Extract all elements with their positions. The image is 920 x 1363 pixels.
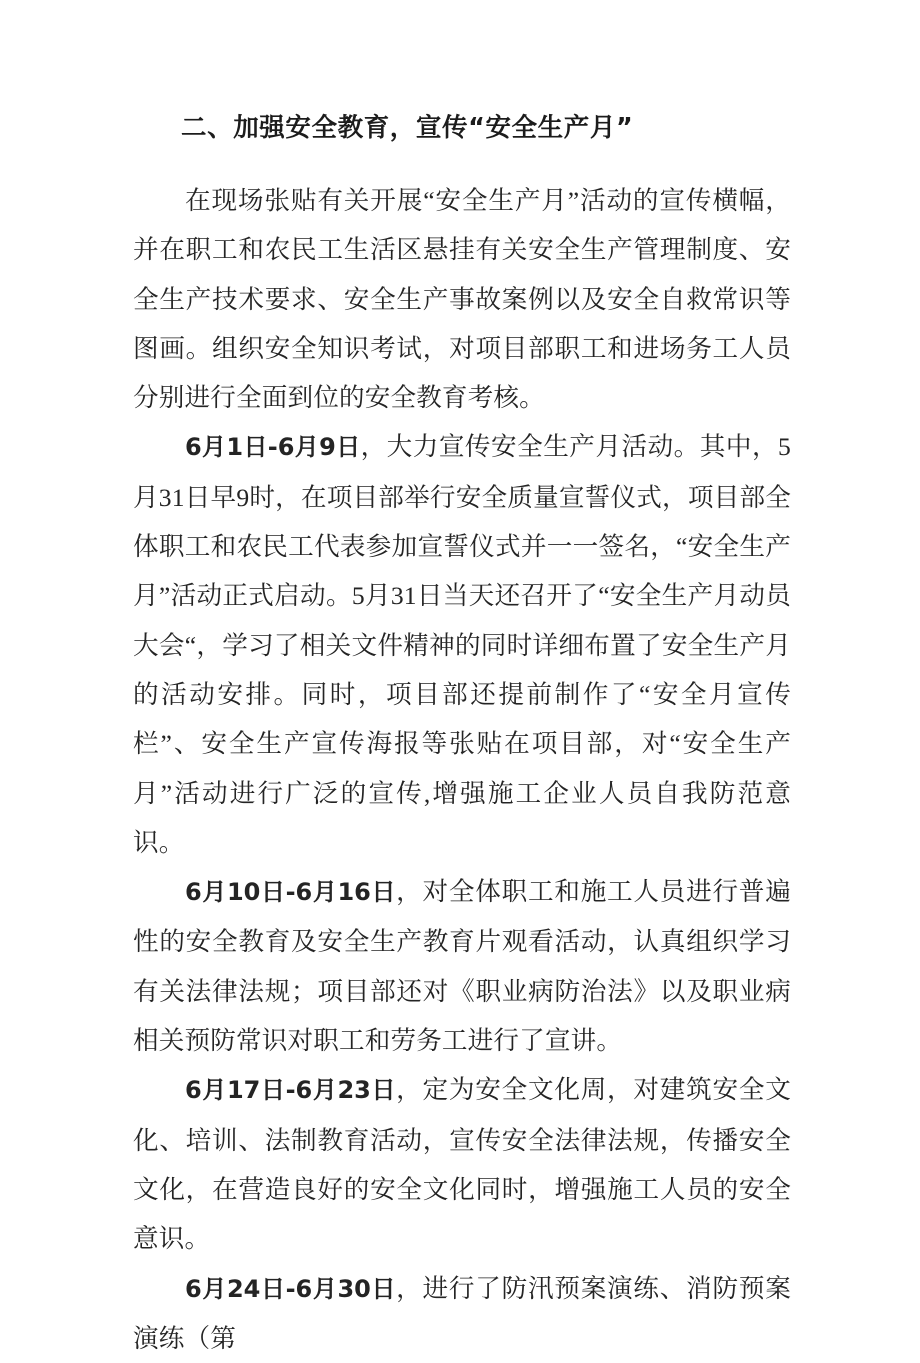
paragraph-4-date-lead: 6月17日-6月23日 [185, 1076, 397, 1105]
paragraph-5 [133, 1264, 791, 1363]
paragraph-2 [133, 422, 791, 867]
paragraph-2-text: ，大力宣传安全生产月活动。其中，5月31日早9时，在项目部举行安全质量宣誓仪式，项目部全体职工和农民工代表参加宣誓仪式并一一签名，“安全生产月”活动正式启动。5月31日当天还召开了“安全生产月动员大会“，学习了相关文件精神的同时详细布置了安全生产月的活动安排。同时，项目部还提前制作了“安全月宣传栏”、安全生产宣传海报等张贴在项目部，对“安全生产月”活动进行广泛的宣传,增强施工企业人员自我防范意识。 [133, 432, 791, 857]
paragraph-2-date-lead: 6月1日-6月9日 [185, 433, 361, 462]
paragraph-1 [133, 176, 791, 422]
paragraph-4 [133, 1065, 791, 1263]
paragraph-5-date-lead: 6月24日-6月30日 [185, 1274, 397, 1303]
page-heading: 二、加强安全教育，宣传“安全生产月” [181, 113, 634, 143]
paragraph-3-text: ，对全体职工和施工人员进行普遍性的安全教育及安全生产教育片观看活动，认真组织学习有关法律法规；项目部还对《职业病防治法》以及职业病相关预防常识对职工和劳务工进行了宣讲。 [133, 877, 791, 1056]
paragraph-4-text: ，定为安全文化周，对建筑安全文化、培训、法制教育活动，宣传安全法律法规，传播安全文化，在营造良好的安全文化同时，增强施工人员的安全意识。 [133, 1075, 791, 1254]
body-text-block [133, 176, 791, 1363]
paragraph-5-text: ，进行了防汛预案演练、消防预案演练（第 [133, 1273, 791, 1353]
paragraph-1-text: 在现场张贴有关开展“安全生产月”活动的宣传横幅，并在职工和农民工生活区悬挂有关安全生产管理制度、安全生产技术要求、安全生产事故案例以及安全自救常识等图画。组织安全知识考试，对项目部职工和进场务工人员分别进行全面到位的安全教育考核。 [133, 186, 791, 413]
paragraph-3-date-lead: 6月10日-6月16日 [185, 878, 397, 907]
paragraph-3 [133, 867, 791, 1065]
page-content-column [133, 0, 791, 1353]
